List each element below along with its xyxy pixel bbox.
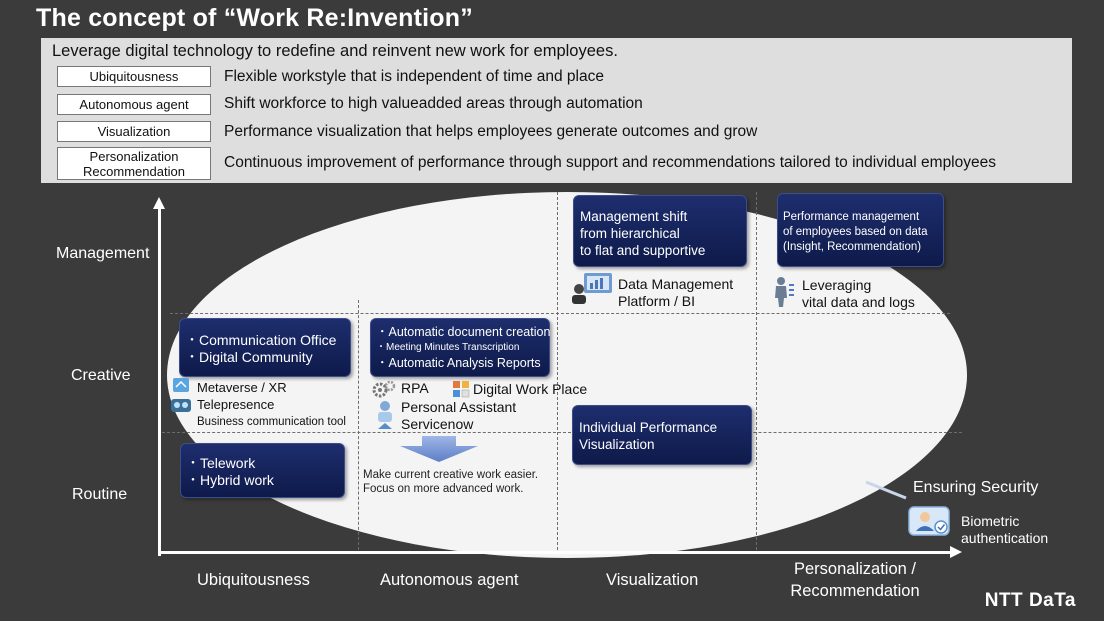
- box-management-shift-line2: from hierarchical: [580, 226, 680, 241]
- concept-panel: [41, 38, 1072, 183]
- label-biometric: [961, 513, 1048, 547]
- x-label-visualization: Visualization: [606, 571, 699, 589]
- digital-workplace-icon: [452, 380, 470, 398]
- tag-autonomous-agent: Autonomous agent: [57, 94, 211, 115]
- box-management-shift-line3: to flat and supportive: [580, 243, 706, 258]
- tag-personalization-line1: Personalization: [89, 148, 179, 164]
- y-label-routine: Routine: [72, 486, 128, 503]
- tag-visualization: Visualization: [57, 121, 211, 142]
- x-label-ubiquitousness: Ubiquitousness: [197, 571, 310, 589]
- label-leveraging-line1: Leveraging: [802, 277, 872, 293]
- label-ensuring-security: Ensuring Security: [913, 479, 1039, 496]
- box-telework-line1: ・Telework: [186, 455, 256, 471]
- label-business-communication: Business communication tool: [197, 416, 346, 428]
- box-automatic-line1: ・Automatic document creation: [376, 325, 551, 339]
- grid-line: [358, 300, 359, 550]
- grid-line: [162, 432, 962, 433]
- label-rpa: RPA: [401, 380, 429, 396]
- label-dmp-line1: Data Management: [618, 276, 734, 292]
- box-performance-line3: (Insight, Recommendation): [783, 241, 922, 253]
- desc-visualization: Performance visualization that helps employees generate outcomes and grow: [224, 123, 758, 140]
- box-individual-performance: [572, 405, 752, 465]
- x-label-personalization: [780, 558, 930, 602]
- grid-line: [557, 192, 558, 550]
- label-dmp-line2: Platform / BI: [618, 293, 696, 309]
- y-label-creative: Creative: [71, 367, 131, 384]
- label-digital-work-place: Digital Work Place: [473, 381, 588, 397]
- desc-autonomous-agent: Shift workforce to high valueadded areas through automation: [224, 95, 643, 112]
- metaverse-icon: [170, 377, 194, 419]
- down-arrow-icon: [400, 436, 478, 462]
- grid-line: [756, 192, 757, 550]
- box-automatic-line2: ・Meeting Minutes Transcription: [376, 342, 520, 353]
- x-label-personalization-line1: Personalization /: [794, 560, 916, 578]
- box-performance-management: [777, 193, 944, 267]
- desc-ubiquitousness: Flexible workstyle that is independent of time and place: [224, 68, 604, 85]
- page-title: The concept of “Work Re:Invention”: [36, 4, 473, 32]
- box-management-shift-line1: Management shift: [580, 209, 688, 224]
- note-line1: Make current creative work easier.: [363, 469, 539, 481]
- label-biometric-line2: authentication: [961, 530, 1049, 546]
- box-automatic-line3: ・Automatic Analysis Reports: [376, 356, 541, 370]
- box-performance-line2: of employees based on data: [783, 226, 928, 238]
- panel-heading: Leverage digital technology to redefine and reinvent new work for employees.: [52, 42, 618, 60]
- tag-ubiquitousness: Ubiquitousness: [57, 66, 211, 87]
- label-leveraging-line2: vital data and logs: [802, 294, 915, 310]
- label-personal-assistant: Personal Assistant: [401, 399, 517, 415]
- label-servicenow: Servicenow: [401, 416, 474, 432]
- note-line2: Focus on more advanced work.: [363, 483, 524, 495]
- y-axis: [158, 206, 161, 556]
- desc-personalization-recommendation: Continuous improvement of performance through support and recommendations tailored to individual employees: [224, 154, 996, 171]
- x-axis-arrow: [950, 546, 962, 558]
- tag-personalization-recommendation: [57, 147, 211, 180]
- box-telework-line2: ・Hybrid work: [186, 472, 274, 488]
- tag-personalization-line2: Recommendation: [83, 163, 185, 179]
- box-communication-line1: ・Communication Office: [185, 332, 337, 348]
- box-performance-line1: Performance management: [783, 211, 920, 223]
- label-metaverse: Metaverse / XR: [197, 380, 287, 395]
- grid-line: [170, 313, 950, 314]
- box-telework: [180, 443, 345, 498]
- box-communication: [179, 318, 351, 377]
- box-individual-line2: Visualization: [579, 437, 655, 452]
- security-connector-line: [864, 480, 908, 500]
- box-communication-line2: ・Digital Community: [185, 349, 313, 365]
- human-body-icon: [772, 276, 796, 308]
- personal-assistant-icon: [374, 399, 396, 431]
- x-label-personalization-line2: Recommendation: [790, 582, 920, 600]
- x-axis: [158, 551, 953, 554]
- y-axis-arrow: [153, 197, 165, 209]
- x-label-autonomous-agent: Autonomous agent: [380, 571, 519, 589]
- box-management-shift: [573, 195, 747, 267]
- y-label-management: Management: [56, 245, 150, 262]
- biometric-icon: [907, 505, 955, 539]
- label-biometric-line1: Biometric: [961, 513, 1020, 529]
- gears-icon: [372, 380, 396, 398]
- box-automatic-document: [370, 318, 550, 377]
- data-platform-icon: [570, 272, 614, 306]
- ntt-data-logo: NTT DaTa: [984, 590, 1076, 611]
- box-individual-line1: Individual Performance: [579, 420, 718, 435]
- label-telepresence: Telepresence: [197, 397, 275, 412]
